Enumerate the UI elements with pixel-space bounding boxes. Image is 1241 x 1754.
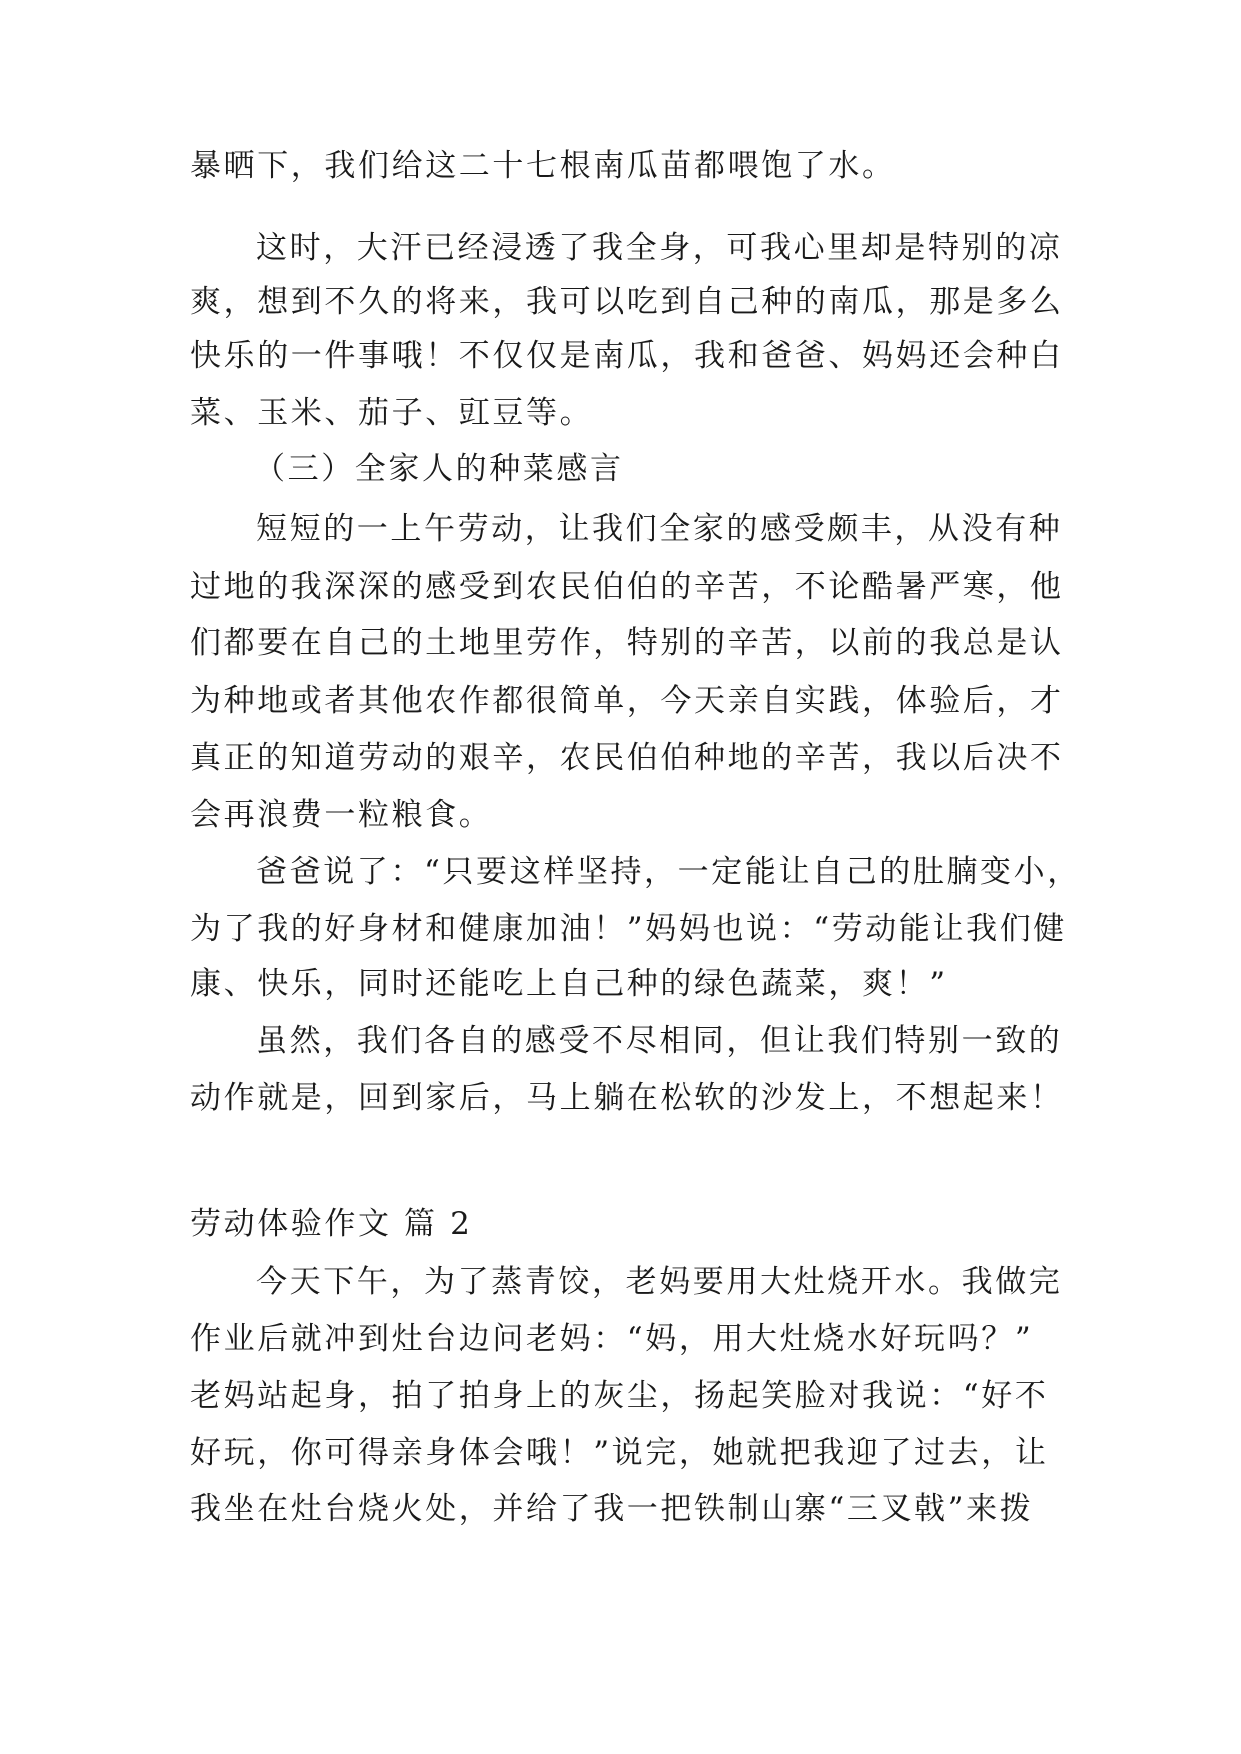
paragraph-line: 短短的一上午劳动，让我们全家的感受颇丰，从没有种 bbox=[256, 511, 1063, 547]
text-line: 暴晒下，我们给这二十七根南瓜苗都喂饱了水。 bbox=[190, 148, 896, 184]
text-line: 作业后就冲到灶台边问老妈：“妈，用大灶烧水好玩吗？” bbox=[190, 1321, 1034, 1357]
text-line: 真正的知道劳动的艰辛，农民伯伯种地的辛苦，我以后决不 bbox=[190, 740, 1064, 776]
section-heading: （三）全家人的种菜感言 bbox=[254, 451, 624, 487]
text-line: 爽，想到不久的将来，我可以吃到自己种的南瓜，那是多么 bbox=[190, 284, 1064, 320]
text-line: 我坐在灶台烧火处，并给了我一把铁制山寨“三叉戟”来拨 bbox=[190, 1491, 1034, 1527]
paragraph-line: 这时，大汗已经浸透了我全身，可我心里却是特别的凉 bbox=[256, 230, 1063, 266]
text-line: 为了我的好身材和健康加油！”妈妈也说：“劳动能让我们健 bbox=[190, 911, 1067, 947]
text-line: 快乐的一件事哦！不仅仅是南瓜，我和爸爸、妈妈还会种白 bbox=[190, 338, 1064, 374]
text-line: 为种地或者其他农作都很简单，今天亲自实践，体验后，才 bbox=[190, 683, 1064, 719]
text-line: 会再浪费一粒粮食。 bbox=[190, 797, 493, 833]
text-line: 好玩，你可得亲身体会哦！”说完，她就把我迎了过去，让 bbox=[190, 1435, 1049, 1471]
paragraph-line: 虽然，我们各自的感受不尽相同，但让我们特别一致的 bbox=[256, 1023, 1063, 1059]
text-line: 动作就是，回到家后，马上躺在松软的沙发上，不想起来！ bbox=[190, 1080, 1064, 1116]
text-line: 老妈站起身，拍了拍身上的灰尘，扬起笑脸对我说：“好不 bbox=[190, 1378, 1049, 1414]
text-line: 菜、玉米、茄子、豇豆等。 bbox=[190, 395, 594, 431]
text-line: 康、快乐，同时还能吃上自己种的绿色蔬菜，爽！” bbox=[190, 966, 948, 1002]
text-line: 过地的我深深的感受到农民伯伯的辛苦，不论酷暑严寒，他 bbox=[190, 569, 1064, 605]
paragraph-line: 今天下午，为了蒸青饺，老妈要用大灶烧开水。我做完 bbox=[256, 1264, 1063, 1300]
article-title: 劳动体验作文 篇 2 bbox=[190, 1206, 473, 1242]
text-line: 们都要在自己的土地里劳作，特别的辛苦，以前的我总是认 bbox=[190, 625, 1064, 661]
paragraph-line: 爸爸说了：“只要这样坚持，一定能让自己的肚腩变小， bbox=[256, 854, 1081, 890]
